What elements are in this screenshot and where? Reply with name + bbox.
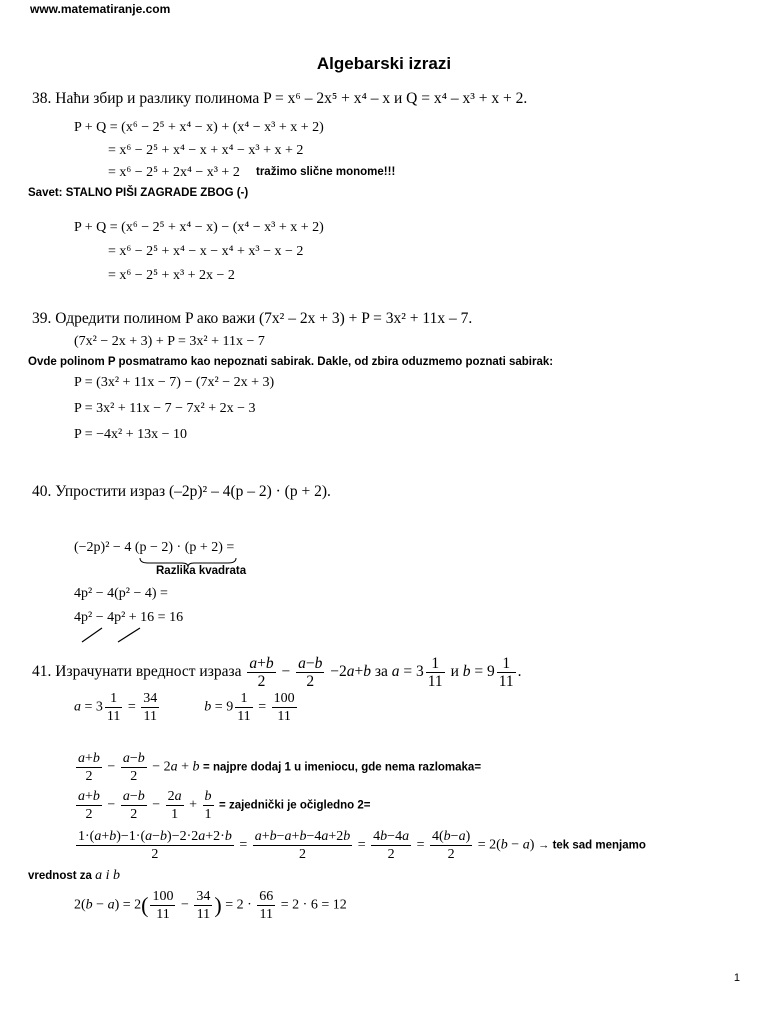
problem-41-task: 41. Израчунати вредност израза $\frac{a+b}{2}$ − $\frac{a-b}{2}$ −2a+b за a = 3 $\frac{1}{11}$ и b = 9 $\frac{1}{11}$ . [32, 655, 522, 690]
p41-step3-tail: → tek sad menjamo [537, 839, 646, 852]
p41-task-prefix: 41. Израчунати вредност израза [32, 663, 242, 681]
p39-line1: (7x² − 2x + 3) + P = 3x² + 11x − 7 [74, 334, 265, 349]
p38-advice: Savet: STALNO PIŠI ZAGRADE ZBOG (-) [28, 187, 249, 199]
p41-cont-text: vrednost za [28, 870, 92, 882]
p39-line2: P = (3x² + 11x − 7) − (7x² − 2x + 3) [74, 375, 275, 390]
problem-40-task: 40. Упростити израз (–2p)² – 4(p – 2) · (p + 2). [32, 483, 331, 500]
p39-line4: P = −4x² + 13x − 10 [74, 427, 188, 442]
p41-step2: $\frac{a+b}{2}$ − $\frac{a-b}{2}$ − $\frac{2a}{1}$ + $\frac{b}{1}$ = zajednički je očigledno 2= [78, 789, 371, 822]
p41-cont-vars: a i b [95, 868, 121, 883]
p41-step1-note: = najpre dodaj 1 u imeniocu, gde nema razlomaka= [203, 761, 482, 774]
p41-task-and: и [450, 663, 459, 681]
p38-sum-line3: = x⁶ − 2⁵ + 2x⁴ − x³ + 2 [108, 165, 240, 180]
p40-brace-label: Razlika kvadrata [156, 565, 247, 577]
p39-line3: P = 3x² + 11x − 7 − 7x² + 2x − 3 [74, 401, 256, 416]
p38-sum-line1: P + Q = (x⁶ − 2⁵ + x⁴ − x) + (x⁴ − x³ + x + 2) [74, 120, 324, 135]
p38-diff-line1: P + Q = (x⁶ − 2⁵ + x⁴ − x) − (x⁴ − x³ + x + 2) [74, 220, 324, 235]
p41-final: 2(b − a) = 2( $\frac{100}{11}$ − $\frac{34}{11}$ ) = 2 · $\frac{66}{11}$ = 2 · 6 = 12 [74, 889, 347, 922]
site-url[interactable]: www.matematiranje.com [30, 2, 171, 16]
p40-line2: 4p² − 4(p² − 4) = [74, 586, 168, 601]
p41-step1: $\frac{a+b}{2}$ − $\frac{a-b}{2}$ − 2a + b = najpre dodaj 1 u imeniocu, gde nema razlomaka= [78, 751, 482, 784]
problem-39-task: 39. Одредити полином P ако важи (7x² – 2x + 3) + P = 3x² + 11x – 7. [32, 310, 473, 327]
p40-line3: 4p² − 4p² + 16 = 16 [74, 610, 184, 625]
p41-task-za: за [374, 663, 388, 681]
p40-line1: (−2p)² − 4 (p − 2) · (p + 2) = [74, 540, 235, 555]
p38-diff-line3: = x⁶ − 2⁵ + x³ + 2x − 2 [108, 268, 235, 283]
p38-sum-note: tražimo slične monome!!! [256, 166, 396, 178]
p41-step2-note: = zajednički je očigledno 2= [219, 799, 371, 812]
p41-step3-cont [28, 868, 120, 884]
p41-step3: $\frac{1\cdot(a+b)-1\cdot(a-b)-2\cdot 2a+2\cdot b}{2}$ = $\frac{a+b-a+b-4a+2b}{2}$ = $\frac{4b-4a}{2}$ = $\frac{4(b-a)}{2}$ = 2(b − a) → tek sad menjamo [78, 829, 646, 862]
p41-a-def: a = 3 $\frac{1}{11}$ = $\frac{34}{11}$ b = 9 $\frac{1}{11}$ = $\frac{100}{11}$ [74, 691, 295, 724]
cancel-marks [80, 624, 150, 644]
p38-diff-line2: = x⁶ − 2⁵ + x⁴ − x − x⁴ + x³ − x − 2 [108, 244, 304, 259]
problem-38-task: 38. Наћи збир и разлику полинома P = x⁶ – 2x⁵ + x⁴ – x и Q = x⁴ – x³ + x + 2. [32, 90, 528, 107]
page-title: Algebarski izrazi [316, 54, 452, 73]
p38-sum-line2: = x⁶ − 2⁵ + x⁴ − x + x⁴ − x³ + x + 2 [108, 143, 304, 158]
p39-note: Ovde polinom P posmatramo kao nepoznati sabirak. Dakle, od zbira oduzmemo poznati sabirak: [28, 356, 554, 368]
page-number: 1 [733, 972, 740, 984]
